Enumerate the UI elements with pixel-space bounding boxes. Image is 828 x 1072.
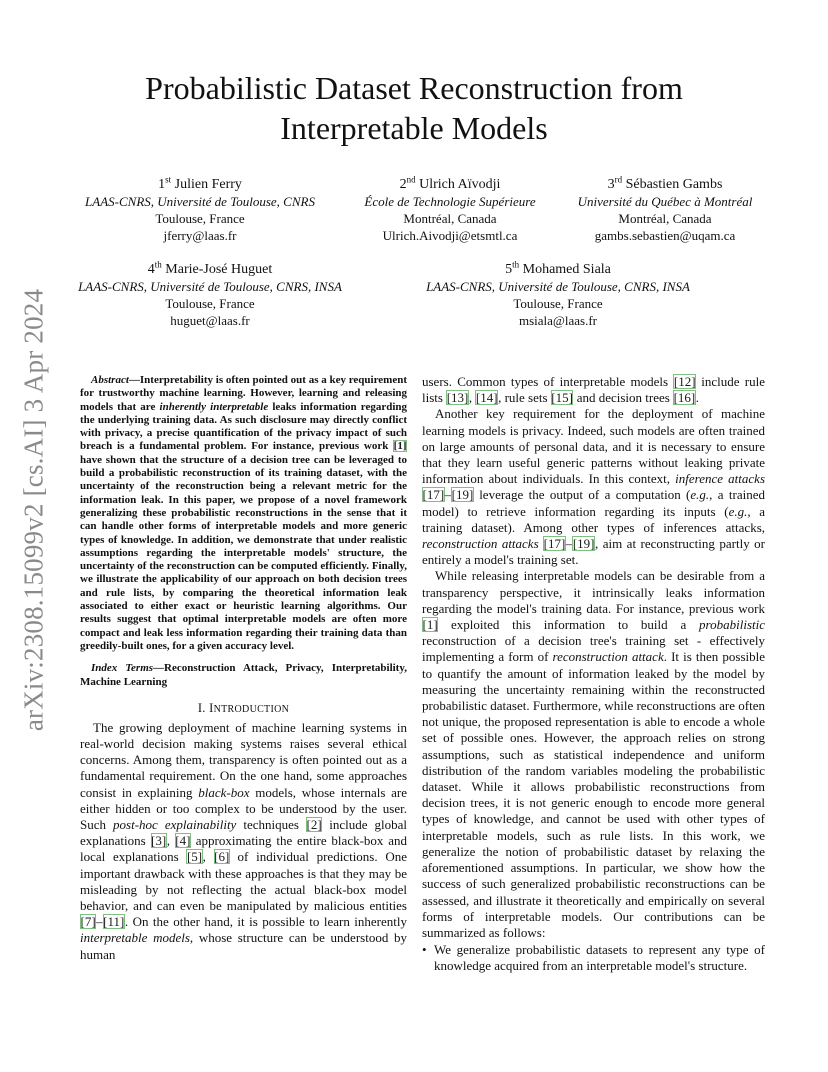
citation-link[interactable]: [19] bbox=[451, 487, 474, 503]
index-terms-heading: Index Terms bbox=[91, 662, 154, 675]
author-name: 4th Marie-José Huguet bbox=[147, 259, 273, 277]
abstract bbox=[80, 374, 407, 653]
author-name: 2nd Ulrich Aïvodji bbox=[399, 174, 501, 192]
author-location: Montréal, Canada bbox=[618, 211, 712, 226]
author-email: Ulrich.Aivodji@etsmtl.ca bbox=[382, 228, 518, 243]
citation-link[interactable]: [4] bbox=[175, 833, 191, 849]
citation-link[interactable]: [6] bbox=[214, 849, 230, 865]
right-column bbox=[422, 374, 765, 975]
citation-link[interactable]: [11] bbox=[103, 914, 125, 930]
citation-link[interactable]: [12] bbox=[673, 374, 696, 389]
citation-link[interactable]: [15] bbox=[551, 390, 573, 406]
body-paragraph: While releasing interpretable models can be desirable from a transparency perspective, it intrinsically leaks information regarding the model's training data. For instance, previous work [1] exploited this information to build a probabilistic reconstruction of a decision tree's training set - effectively implementing a form of reconstruction attack. It is then possible to quantify the amount of information leaked by the model by measuring the uncertainty remaining within the reconstructed probabilistic dataset. Furthermore, while reconstructions are often not unique, the proposed representation is able to encode a whole set of possible ones. However, the approach relies on strong assumptions, such as statistical independence and uniform distribution of the random variables modeling the probabilistic dataset. While it allows probabilistic reconstructions from decision trees, it is not generic enough to encode more general types of knowledge, and cannot be used with other types of interpretable models, such as rule lists. In this work, we generalize the notion of probabilistic dataset by relaxing the aforementioned assumptions. In particular, we show how the success of such generalized probabilistic reconstructions can be assessed, and illustrate it theoretically and empirically on several forms of interpretable models. Our contributions can be summarized as follows: bbox=[422, 568, 765, 940]
author-block-5 bbox=[408, 261, 708, 329]
author-email: msiala@laas.fr bbox=[518, 313, 598, 328]
citation-link[interactable]: [17] bbox=[543, 536, 566, 552]
citation-link[interactable]: [7] bbox=[80, 914, 96, 930]
citation-link[interactable]: [5] bbox=[186, 849, 203, 865]
citation-link[interactable]: [3] bbox=[151, 833, 167, 849]
author-email: huguet@laas.fr bbox=[170, 313, 250, 328]
author-affiliation: École de Technologie Supérieure bbox=[364, 194, 536, 209]
author-location: Toulouse, France bbox=[155, 211, 245, 226]
author-name: 3rd Sébastien Gambs bbox=[607, 174, 723, 192]
author-email: jferry@laas.fr bbox=[163, 228, 237, 243]
author-block-3 bbox=[560, 176, 770, 244]
author-affiliation: Université du Québec à Montréal bbox=[577, 194, 753, 209]
body-paragraph: Another key requirement for the deployment of machine learning models is privacy. Indeed, such models are often trained on large amounts of personal data, and it is necessary to ensure that they learn useful generic patterns without leaking private information about individuals. In this context, inference attacks [17]–[19] leverage the output of a computation (e.g., a trained model) to retrieve information regarding its inputs (e.g., a training dataset). Among other types of inferences attacks, reconstruction attacks [17]–[19], aim at reconstructing partly or entirely a model's training set. bbox=[422, 406, 766, 568]
author-affiliation: LAAS-CNRS, Université de Toulouse, CNRS, INSA bbox=[426, 279, 690, 294]
author-block-2 bbox=[350, 176, 550, 244]
contribution-text: We generalize probabilistic datasets to represent any type of knowledge acquired from an interpretable model's structure. bbox=[434, 942, 765, 974]
section-heading: I. INTRODUCTION bbox=[197, 700, 290, 715]
left-column bbox=[80, 374, 407, 963]
citation-link[interactable]: [1] bbox=[393, 440, 407, 453]
author-email: gambs.sebastien@uqam.ca bbox=[594, 228, 736, 243]
paper-title: Probabilistic Dataset Reconstruction from Interpretable Models bbox=[145, 70, 683, 146]
author-affiliation: LAAS-CNRS, Université de Toulouse, CNRS, INSA bbox=[78, 279, 342, 294]
index-terms bbox=[80, 662, 407, 689]
citation-link[interactable]: [13] bbox=[446, 390, 469, 406]
author-name: 5th Mohamed Siala bbox=[505, 259, 611, 277]
citation-link[interactable]: [19] bbox=[572, 536, 595, 552]
citation-link[interactable]: [16] bbox=[673, 390, 696, 406]
arxiv-sidebar-stamp bbox=[14, 260, 54, 760]
citation-link[interactable]: [2] bbox=[306, 817, 322, 833]
abstract-text: —Interpretability is often pointed out as a key requirement for trustworthy machine learning. However, learning and releasing models that are inherently interpretable leaks information regarding the underlying training data. As such disclosure may directly conflict with privacy, a precise quantification of the privacy impact of such breach is a fundamental problem. For instance, previous work [1] have shown that the structure of a decision tree can be leveraged to build a probabilistic reconstruction of its training dataset, with the uncertainty of the reconstruction being a relevant metric for the information leak. In this paper, we propose of a novel framework generalizing these probabilistic reconstructions in the sense that it can handle other forms of interpretable models and more generic types of knowledge. In addition, we demonstrate that under realistic assumptions regarding the interpretable models' structure, the uncertainty of the reconstruction can be computed efficiently. Finally, we illustrate the applicability of our approach on both decision trees and rule lists, by comparing the theoretical information leak associated to either exact or heuristic learning algorithms. Our results suggest that optimal interpretable models are often more compact and leak less information regarding their training data than greedily-built ones, for a given accuracy level. bbox=[80, 374, 408, 652]
body-paragraph: users. Common types of interpretable models [12] include rule lists [13], [14], rule sets [15] and decision trees [16]. bbox=[422, 374, 765, 406]
author-location: Toulouse, France bbox=[165, 296, 255, 311]
citation-link[interactable]: [14] bbox=[475, 390, 498, 406]
author-location: Toulouse, France bbox=[513, 296, 603, 311]
arxiv-identifier: arXiv:2308.15099v2 [cs.AI] 3 Apr 2024 bbox=[18, 288, 49, 732]
contribution-list-item bbox=[422, 942, 765, 974]
author-location: Montréal, Canada bbox=[403, 211, 497, 226]
citation-link[interactable]: [17] bbox=[422, 487, 445, 503]
bullet-marker: • bbox=[422, 942, 427, 958]
body-paragraph: The growing deployment of machine learning systems in real-world decision making systems raises several ethical concerns. Among them, transparency is often pointed out as a fundamental requirement. On the one hand, some approaches consist in explaining black-box models, whose internals are either hidden or too complex to be understood by the user. Such post-hoc explainability techniques [2] include global explanations [3], [4] approximating the entire black-box and local explanations [5], [6] of individual predictions. One important drawback with these approaches is that they may be misleading by not reflecting the actual black-box model behavior, and can even be manipulated by malicious entities [7]–[11]. On the other hand, it is possible to learn inherently interpretable models, whose structure can be understood by human bbox=[80, 719, 408, 962]
abstract-heading: Abstract bbox=[91, 374, 129, 386]
author-block-1 bbox=[80, 176, 320, 244]
index-terms-text: —Reconstruction Attack, Privacy, Interpretability, Machine Learning bbox=[80, 662, 407, 688]
author-affiliation: LAAS-CNRS, Université de Toulouse, CNRS bbox=[85, 194, 315, 209]
author-block-4 bbox=[60, 261, 360, 329]
citation-link[interactable]: [1] bbox=[422, 617, 438, 633]
author-name: 1st Julien Ferry bbox=[158, 174, 242, 192]
